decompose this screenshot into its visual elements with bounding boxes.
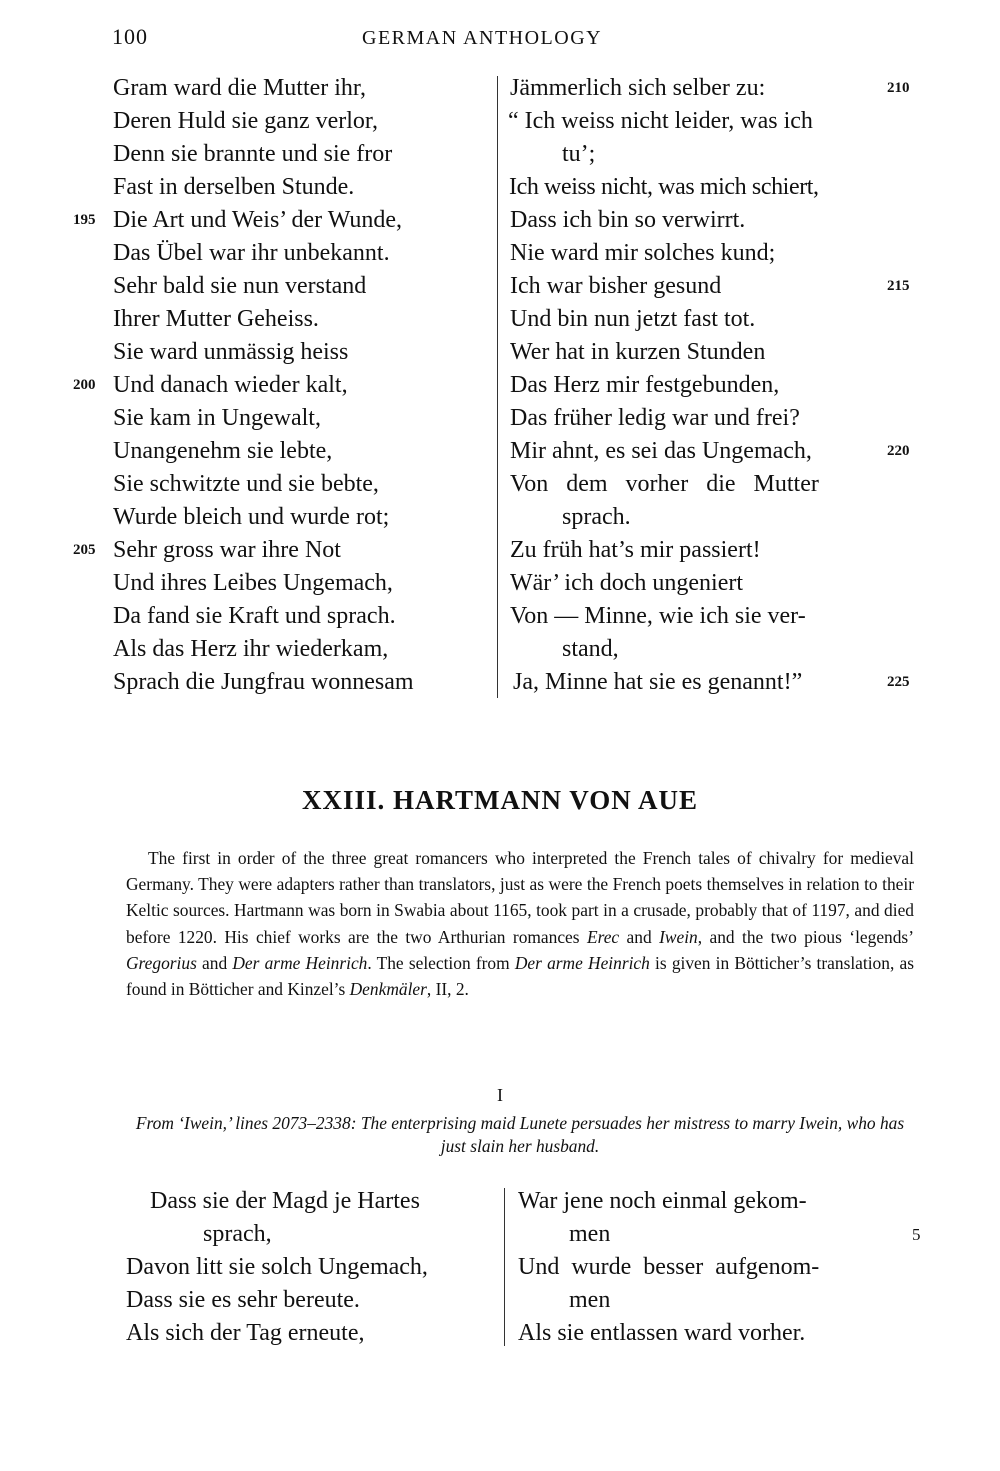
poem-line: Mir ahnt, es sei das Ungemach, — [510, 438, 812, 464]
poem-line: Wär’ ich doch ungeniert — [510, 570, 744, 596]
poem-line: Als sich der Tag erneute, — [126, 1320, 365, 1346]
poem-line: Und danach wieder kalt, — [113, 372, 348, 398]
selection-subtitle — [125, 1112, 915, 1158]
poem-line: Die Art und Weis’ der Wunde, — [113, 207, 403, 233]
poem-line: “ Ich weiss nicht leider, was ich — [508, 108, 813, 134]
intro-text: . The selection from — [367, 952, 515, 973]
poem-line: Sehr bald sie nun verstand — [113, 273, 367, 299]
section-title: XXIII. HARTMANN VON AUE — [301, 785, 699, 815]
poem-line: sprach, — [203, 1221, 272, 1247]
subtitle-work: ‘Iwein,’ lines 2073–2338 — [173, 1113, 351, 1133]
poem-line: Als das Herz ihr wiederkam, — [113, 636, 389, 662]
intro-text: , and the two pious ‘legends’ — [697, 926, 914, 947]
poem-line: Ja, Minne hat sie es genannt!” — [513, 669, 803, 695]
work-title-denkmaler: Denkmäler — [349, 979, 427, 1000]
work-title-erec: Erec — [586, 926, 620, 947]
work-title-der-arme-heinrich: Der arme Heinrich — [514, 952, 650, 973]
part-number: I — [497, 1085, 503, 1105]
poem-line: Das früher ledig war und frei? — [510, 405, 800, 431]
intro-text: is given in Bötticher’s translation, as found in Bötticher and Kinzel’s — [126, 952, 914, 1000]
line-number: 200 — [73, 377, 96, 393]
poem-line: Sie ward unmässig heiss — [113, 339, 349, 365]
line-number: 210 — [887, 80, 910, 96]
poem-line: Jämmerlich sich selber zu: — [510, 75, 766, 101]
poem-line: Davon litt sie solch Ungemach, — [126, 1254, 428, 1280]
poem-line: tu’; — [562, 141, 596, 167]
line-number: 205 — [73, 542, 96, 558]
poem-line: men — [569, 1287, 611, 1313]
poem-line: Ich war bisher gesund — [510, 273, 722, 299]
column-divider — [504, 1188, 505, 1346]
poem-line: Fast in derselben Stunde. — [113, 174, 355, 200]
poem-line: Nie ward mir solches kund; — [510, 240, 776, 266]
poem-line: Als sie entlassen ward vorher. — [518, 1320, 806, 1346]
intro-text: The first in order of the three great romancers who interpreted the French tales of chivalry for medieval Germany. They were adapters rather than translators, just as were the French poets themselves in relation to their Keltic sources. Hartmann was born in Swabia about 1165, took part in a crusade, probably that of 1197, and died before 1220. His chief works are the two Arthurian romances — [126, 848, 914, 947]
poem-line: Sehr gross war ihre Not — [113, 537, 341, 563]
poem-line: men — [569, 1221, 611, 1247]
intro-text: and — [619, 926, 660, 947]
poem-line: Von — Minne, wie ich sie ver- — [510, 603, 806, 629]
poem-line: Und bin nun jetzt fast tot. — [510, 306, 756, 332]
poem-line: Von dem vorher die Mutter — [510, 471, 819, 497]
work-title-der-arme-heinrich: Der arme Heinrich — [232, 952, 368, 973]
poem-line: Ihrer Mutter Geheiss. — [113, 306, 319, 332]
intro-text: , II, 2. — [426, 979, 469, 1000]
poem-line: Da fand sie Kraft und sprach. — [113, 603, 396, 629]
poem-line: Wer hat in kurzen Stunden — [510, 339, 766, 365]
poem-line: sprach. — [562, 504, 631, 530]
work-title-gregorius: Gregorius — [126, 952, 197, 973]
page-number: 100 — [112, 24, 148, 49]
poem-line: Und ihres Leibes Ungemach, — [113, 570, 393, 596]
poem-line: Das Übel war ihr unbekannt. — [113, 240, 390, 266]
intro-text: and — [196, 952, 233, 973]
poem-line: Denn sie brannte und sie fror — [113, 141, 393, 167]
poem-line: Deren Huld sie ganz verlor, — [113, 108, 378, 134]
poem-line: Das Herz mir festgebunden, — [510, 372, 780, 398]
poem-line: Wurde bleich und wurde rot; — [113, 504, 390, 530]
work-title-iwein: Iwein — [659, 926, 698, 947]
line-number: 220 — [887, 443, 910, 459]
subtitle-description: : The enterprising maid Lunete persuades her mistress to marry Iwein, who has just slain her husband. — [350, 1113, 905, 1156]
poem-line: Dass sie der Magd je Hartes — [150, 1188, 420, 1214]
poem-line: Zu früh hat’s mir passiert! — [510, 537, 761, 563]
poem-line: Ich weiss nicht, was mich schiert, — [509, 174, 819, 200]
poem-line: Dass ich bin so verwirrt. — [510, 207, 746, 233]
poem-line: stand, — [562, 636, 619, 662]
subtitle-from: From — [135, 1113, 174, 1133]
poem-line: Und wurde besser aufgenom- — [518, 1254, 820, 1280]
poem-line: War jene noch einmal gekom- — [518, 1188, 807, 1214]
running-title: GERMAN ANTHOLOGY — [362, 27, 603, 49]
poem-line: Unangenehm sie lebte, — [113, 438, 333, 464]
poem-line: Sie kam in Ungewalt, — [113, 405, 321, 431]
line-number: 225 — [887, 674, 910, 690]
poem-line: Sprach die Jungfrau wonnesam — [113, 669, 414, 695]
line-number: 195 — [73, 212, 96, 228]
poem-line: Gram ward die Mutter ihr, — [113, 75, 366, 101]
poem-line: Dass sie es sehr bereute. — [126, 1287, 360, 1313]
poem-line: Sie schwitzte und sie bebte, — [113, 471, 379, 497]
column-divider — [497, 76, 498, 698]
line-number: 5 — [912, 1225, 921, 1244]
intro-paragraph — [126, 845, 914, 1002]
line-number: 215 — [887, 278, 910, 294]
